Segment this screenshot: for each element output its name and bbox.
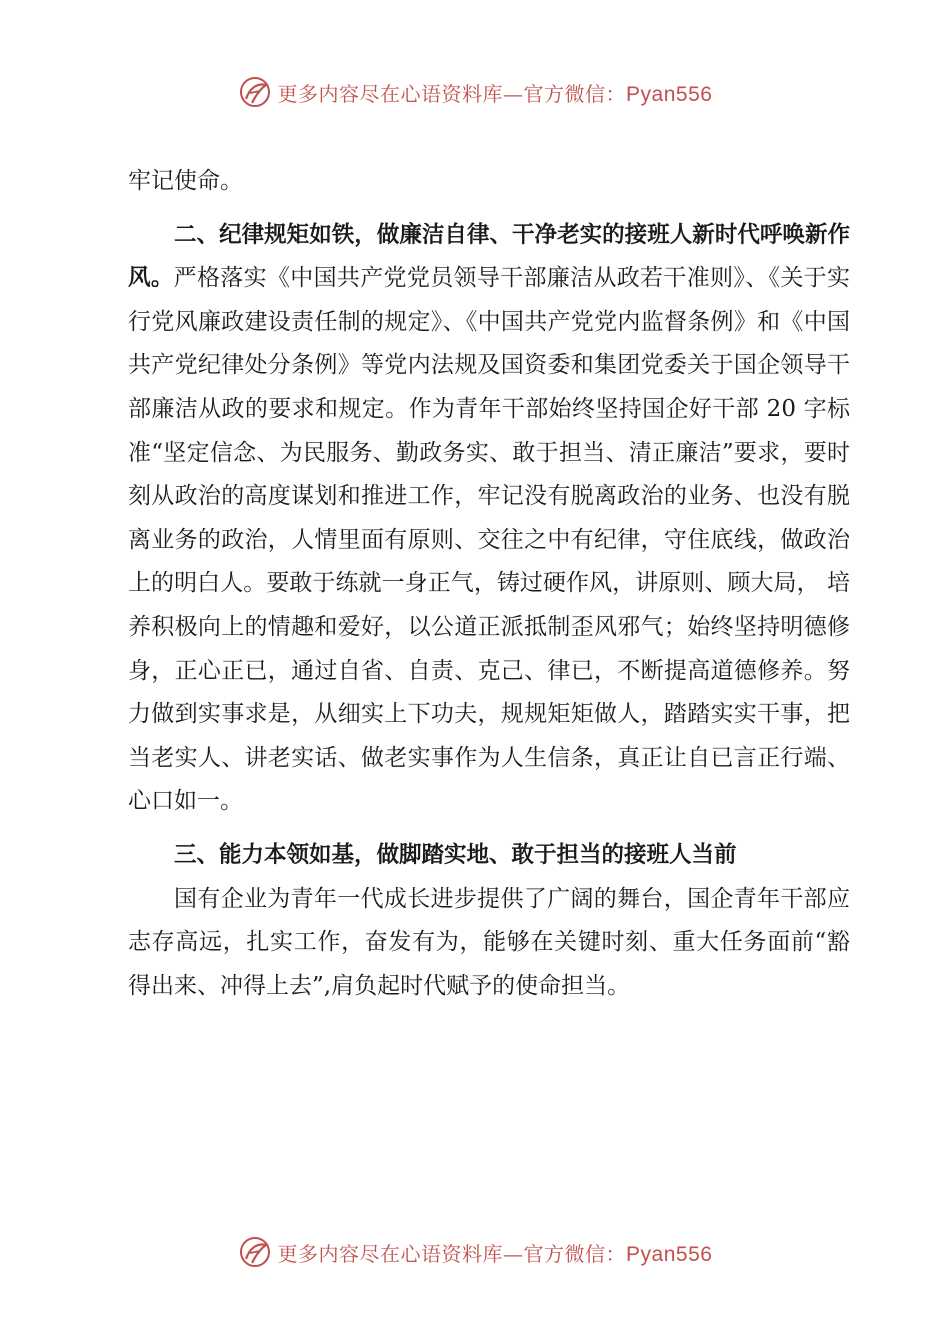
paragraph-1: 牢记使命。 <box>128 168 243 194</box>
watermark-text: 更多内容尽在心语资料库—官方微信：Pyan556 <box>277 81 713 106</box>
brand-logo-icon <box>238 1235 272 1269</box>
section-heading-3: 三、能力本领如基，做脚踏实地、敢于担当的接班人当前 <box>174 841 737 868</box>
watermark-text: 更多内容尽在心语资料库—官方微信：Pyan556 <box>277 1241 713 1266</box>
paragraph-2 <box>128 214 850 824</box>
document-body <box>128 160 850 1008</box>
footer-watermark <box>0 1232 950 1272</box>
header-watermark <box>0 72 950 112</box>
brand-logo-icon <box>238 75 272 109</box>
paragraph-4: 国有企业为青年一代成长进步提供了广阔的舞台，国企青年干部应志存高远，扎实工作，奋发有为，能够在关键时刻、重大任务面前“豁得出来、冲得上去”,肩负起时代赋予的使命担当。 <box>128 885 850 999</box>
paragraph-2-text: 严格落实《中国共产党党员领导干部廉洁从政若干准则》、《关于实行党风廉政建设责任制的规定》、《中国共产党党内监督条例》和《中国共产党纪律处分条例》等党内法规及国资委和集团党委关于国企领导干部廉洁从政的要求和规定。作为青年干部始终坚持国企好干部 20 字标准“坚定信念、为民服务、勤政务实、敢于担当、清正廉洁”要求，要时刻从政治的高度谋划和推进工作，牢记没有脱离政治的业务、也没有脱离业务的政治，人情里面有原则、交往之中有纪律，守住底线，做政治上的明白人。要敢于练就一身正气，铸过硬作风，讲原则、顾大局， 培养积极向上的情趣和爱好，以公道正派抵制歪风邪气；始终坚持明德修身，正心正已，通过自省、自责、克己、律已，不断提高道德修养。努力做到实事求是，从细实上下功夫，规规矩矩做人，踏踏实实干事，把当老实人、讲老实话、做老实事作为人生信条，真正让自已言正行端、心口如一。 <box>128 265 850 815</box>
section-heading-2: 二、纪律规矩如铁，做廉洁自律、干净老实的接班人新时代呼唤新作风。 <box>128 221 850 292</box>
